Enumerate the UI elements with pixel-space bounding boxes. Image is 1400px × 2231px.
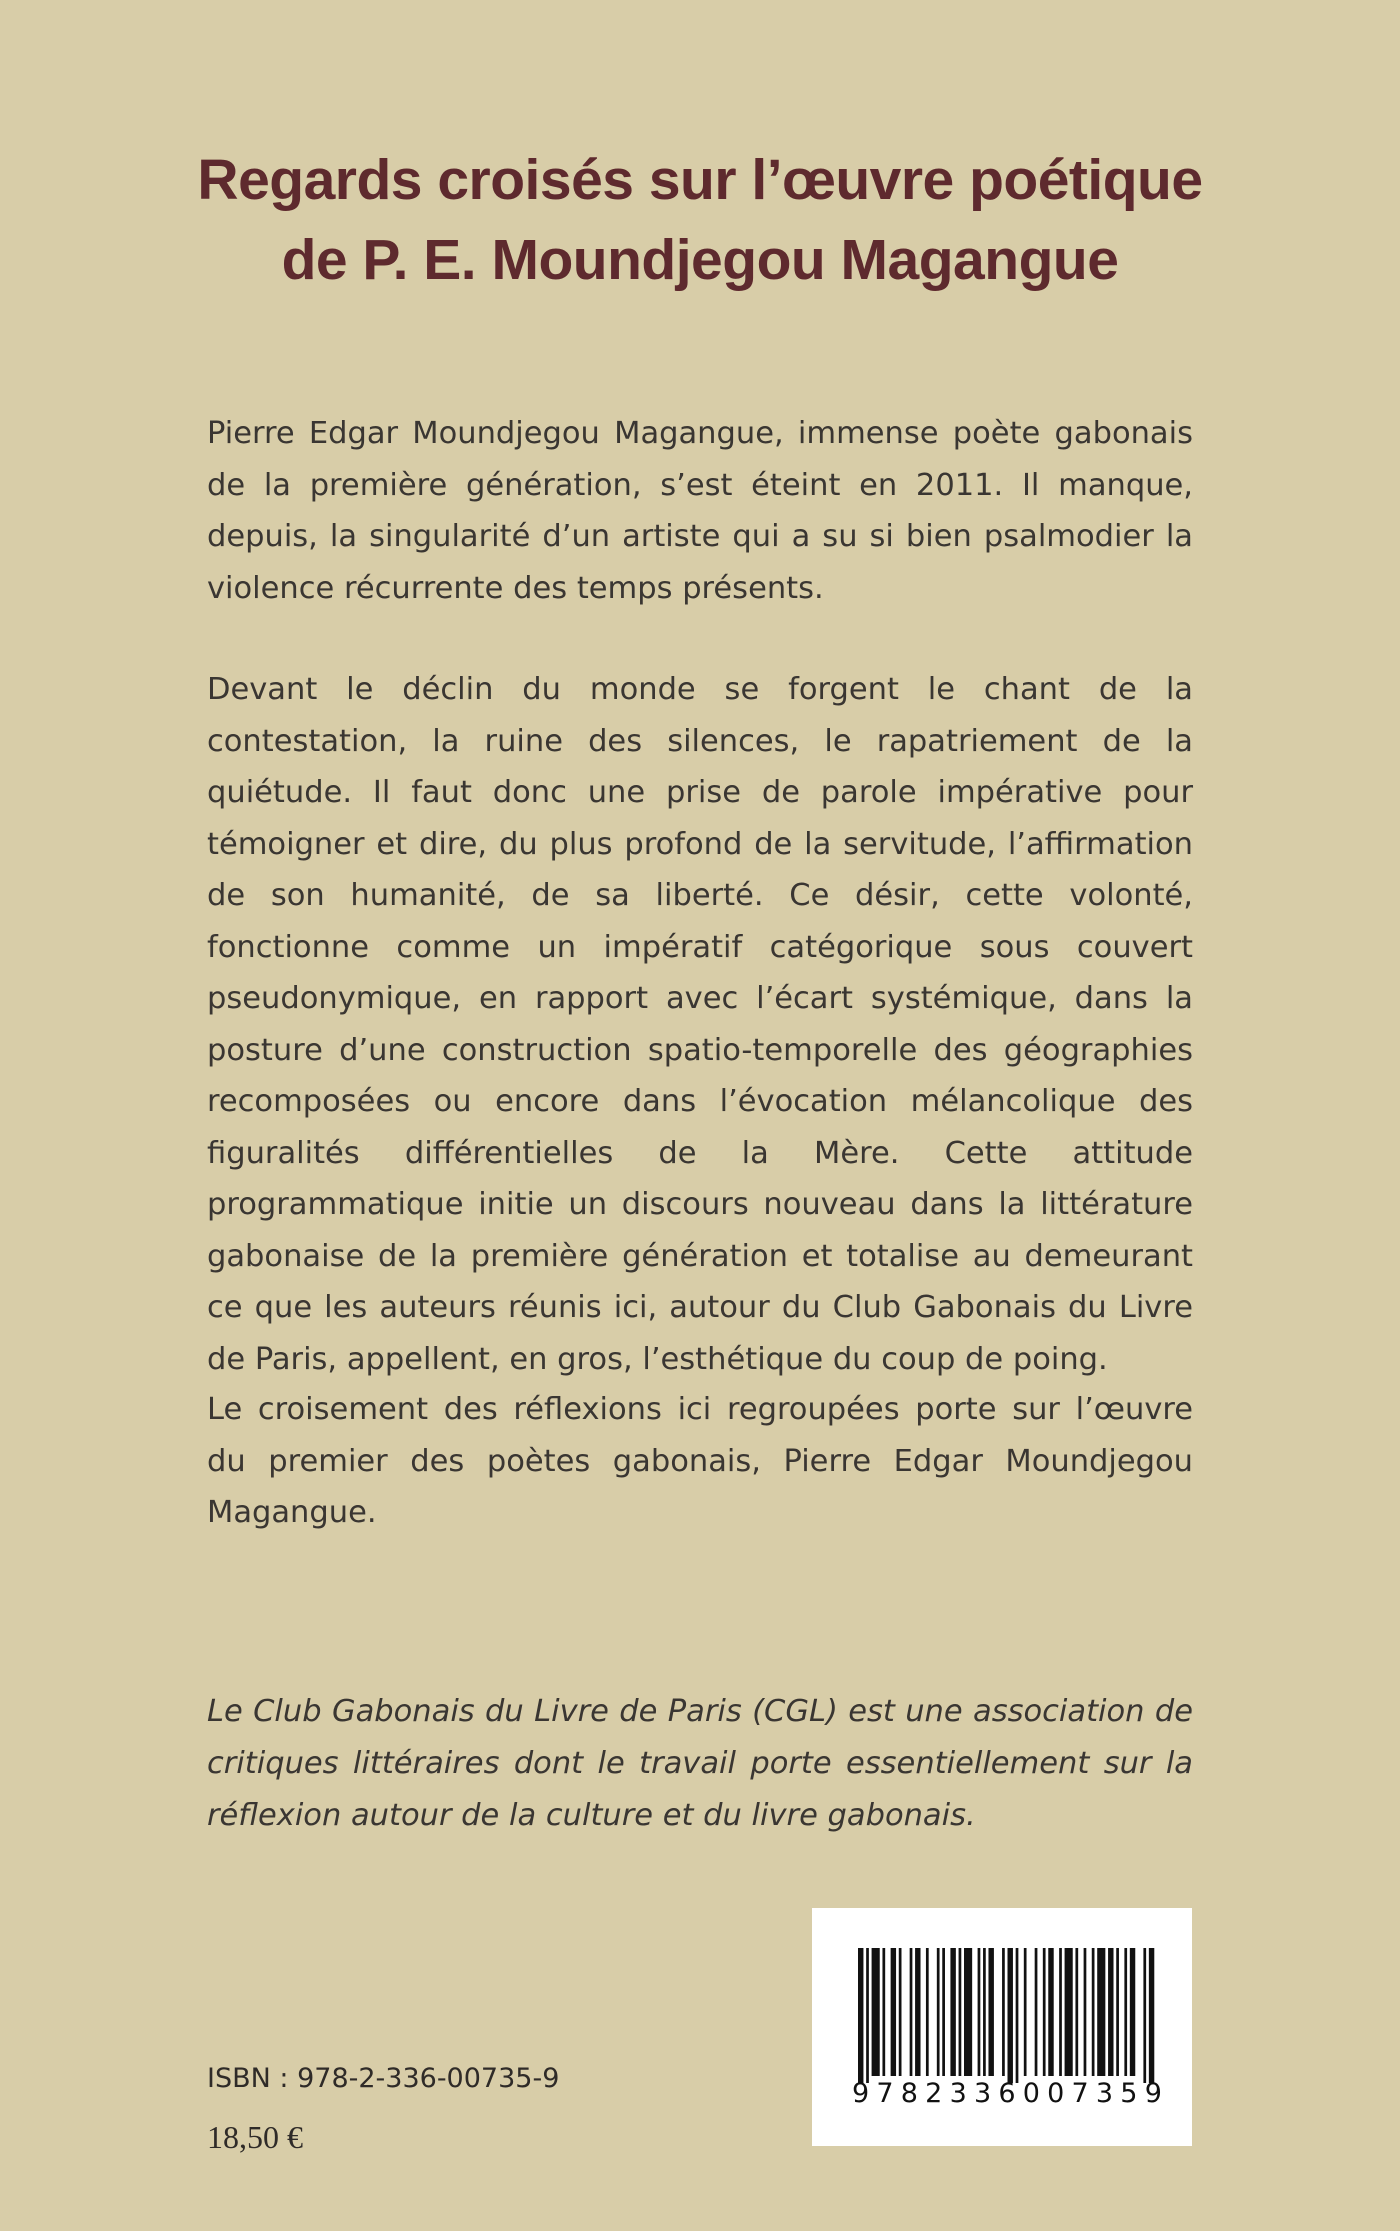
- barcode-bars: [812, 1908, 1192, 2083]
- price-label: 18,50 €: [207, 2119, 303, 2155]
- barcode-bar: [1048, 1948, 1053, 2076]
- barcode-digit: 8: [900, 2078, 918, 2109]
- barcode-bar: [915, 1948, 920, 2076]
- barcode-bar: [1059, 1948, 1062, 2076]
- book-title-line-1: Regards croisés sur l’œuvre poétique: [197, 148, 1203, 212]
- barcode-digit: 9: [852, 2078, 870, 2109]
- barcode-bar: [1002, 1948, 1005, 2076]
- barcode-bar: [959, 1948, 962, 2076]
- barcode: [812, 1908, 1192, 2146]
- barcode-bar: [1035, 1948, 1038, 2076]
- isbn-label: ISBN : 978-2-336-00735-9: [207, 2063, 560, 2094]
- barcode-digit: 7: [1071, 2078, 1089, 2109]
- barcode-bar: [978, 1948, 981, 2076]
- barcode-digit: 3: [1095, 2078, 1114, 2109]
- barcode-bar: [858, 1948, 863, 2083]
- summary-paragraph-1: Pierre Edgar Moundjegou Magangue, immense poète gabonais de la première génération, s’est éteint en 2011. Il manque, depuis, la singularité d’un artiste qui a su si bien psalmodier la violence récurrente des temps présents.: [207, 416, 1193, 606]
- barcode-bar: [942, 1948, 945, 2076]
- barcode-digit: 2: [925, 2078, 943, 2109]
- book-title-line-2: de P. E. Moundjegou Magangue: [281, 228, 1119, 292]
- barcode-digits: [852, 2078, 1162, 2109]
- barcode-bar: [882, 1948, 885, 2076]
- barcode-bar: [1108, 1948, 1113, 2076]
- barcode-bar: [1097, 1948, 1105, 2076]
- barcode-bar: [964, 1948, 972, 2076]
- barcode-bar: [1116, 1948, 1119, 2076]
- barcode-bar: [899, 1948, 902, 2076]
- barcode-bar: [1016, 1948, 1019, 2083]
- barcode-bar: [1143, 1948, 1146, 2083]
- barcode-bar: [988, 1948, 993, 2076]
- association-note: Le Club Gabonais du Livre de Paris (CGL) est une association de critiques littéraires dont le travail porte essentiellement sur la réflexion autour de la culture et du livre gabonais.: [207, 1694, 1193, 1833]
- barcode-digit: 0: [1047, 2078, 1065, 2109]
- summary-paragraph-3: Le croisement des réflexions ici regroupées porte sur l’œuvre du premier des poètes gabonais, Pierre Edgar Moundjegou Magangue.: [207, 1392, 1193, 1530]
- barcode-bar: [1124, 1948, 1127, 2076]
- barcode-bar: [872, 1948, 880, 2076]
- barcode-bar: [866, 1948, 869, 2083]
- barcode-bar: [950, 1948, 955, 2076]
- barcode-bar: [1130, 1948, 1135, 2076]
- barcode-digit: 3: [949, 2078, 967, 2109]
- barcode-digit: 9: [1144, 2078, 1162, 2109]
- barcode-bar: [1149, 1948, 1154, 2083]
- barcode-digit: 3: [973, 2078, 992, 2109]
- barcode-bar: [1065, 1948, 1073, 2076]
- barcode-bar: [910, 1948, 913, 2076]
- barcode-digit: 5: [1120, 2078, 1138, 2109]
- barcode-bar: [1092, 1948, 1095, 2076]
- barcode-bar: [1024, 1948, 1027, 2076]
- barcode-bar: [891, 1948, 896, 2076]
- barcode-bar: [1075, 1948, 1078, 2076]
- barcode-bar: [1084, 1948, 1087, 2076]
- barcode-digit: 6: [998, 2078, 1016, 2109]
- book-title: [0, 140, 1400, 300]
- barcode-digit: 7: [876, 2078, 894, 2109]
- barcode-digit: 0: [1022, 2078, 1040, 2109]
- barcode-bar: [1008, 1948, 1013, 2083]
- barcode-bar: [926, 1948, 929, 2076]
- barcode-bar: [937, 1948, 940, 2076]
- barcode-bar: [1043, 1948, 1046, 2076]
- summary-paragraph-2: Devant le déclin du monde se forgent le chant de la contestation, la ruine des silences, le rapatriement de la quiétude. Il faut donc une prise de parole impérative pour témoigner et dire, du plus profond de la servitude, l’affirmation de son humanité, de sa liberté. Ce désir, cette volonté, fonctionne comme un impératif catégorique sous couvert pseudonymique, en rapport avec l’écart systémique, dans la posture d’une construction spatio-temporelle des géographies recomposées ou encore dans l’évocation mélancolique des figuralités différentielles de la Mère. Cette attitude programmatique initie un discours nouveau dans la littérature gabonaise de la première génération et totalise au demeurant ce que les auteurs réunis ici, autour du Club Gabonais du Livre de Paris, appellent, en gros, l’esthétique du coup de poing.: [207, 672, 1193, 1377]
- barcode-bar: [983, 1948, 986, 2076]
